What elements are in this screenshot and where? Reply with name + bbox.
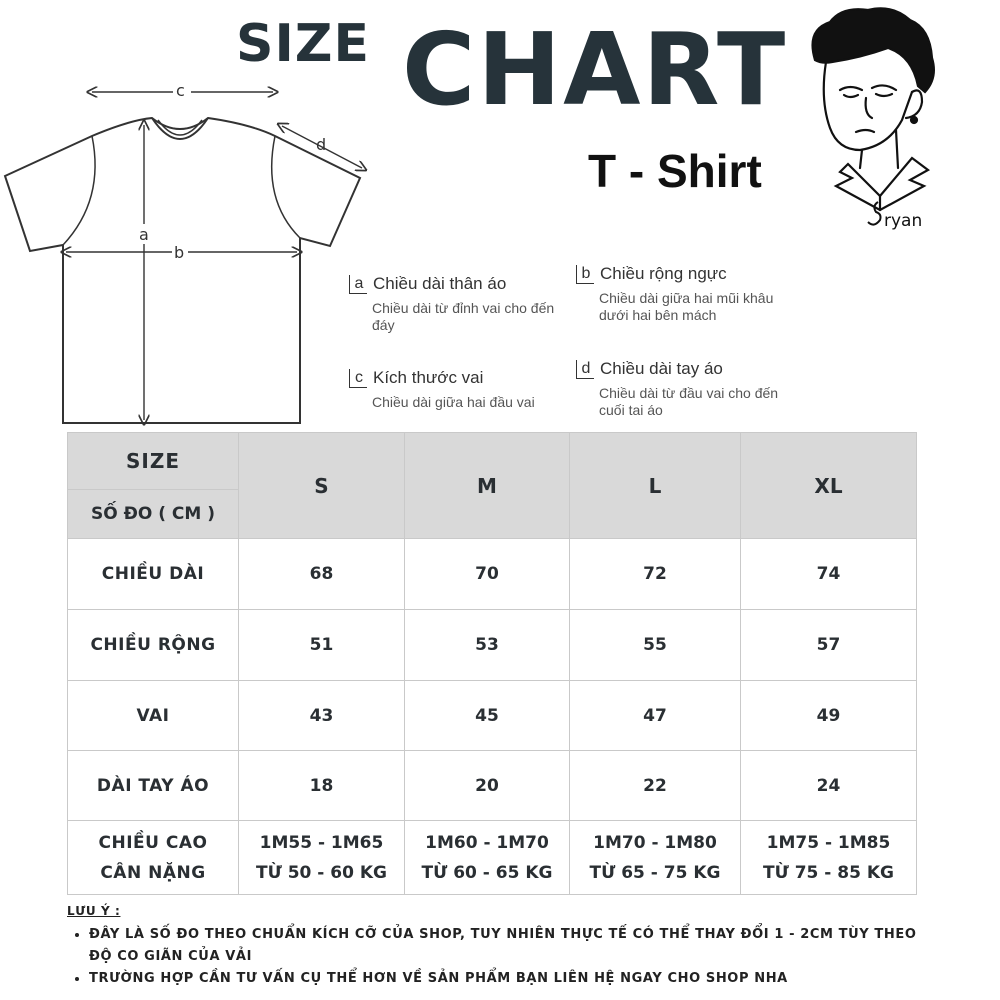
header-size-label: SIZE xyxy=(68,433,239,490)
table-cell: 47 xyxy=(570,681,741,751)
table-cell: 51 xyxy=(239,610,405,681)
legend-desc: Chiều dài từ đầu vai cho đến cuối tai áo xyxy=(599,385,779,418)
label-a: a xyxy=(139,225,149,244)
legend-letter: d xyxy=(576,360,594,379)
table-cell: 45 xyxy=(405,681,570,751)
legend-title: Chiều dài tay áo xyxy=(600,359,723,378)
legend-desc: Chiều dài từ đỉnh vai cho đến đáy xyxy=(372,300,555,333)
table-cell: 57 xyxy=(741,610,917,681)
weight-range: TỪ 60 - 65 KG xyxy=(421,862,553,883)
legend-a xyxy=(349,274,572,334)
legend-title: Kích thước vai xyxy=(373,368,484,387)
table-cell: 74 xyxy=(741,539,917,610)
subtitle: T - Shirt xyxy=(588,145,762,197)
header-size-l: L xyxy=(570,433,741,539)
weight-range: TỪ 75 - 85 KG xyxy=(763,862,894,883)
table-cell: 55 xyxy=(570,610,741,681)
table-cell: 20 xyxy=(405,751,570,821)
weight-range: TỪ 65 - 75 KG xyxy=(589,862,721,883)
height-range: 1M70 - 1M80 xyxy=(593,832,717,853)
table-row xyxy=(68,821,917,895)
header-size-m: M xyxy=(405,433,570,539)
table-row xyxy=(68,751,917,821)
legend-desc: Chiều dài giữa hai đầu vai xyxy=(372,394,535,410)
table-row xyxy=(68,539,917,610)
table-cell xyxy=(741,821,917,895)
row-label: DÀI TAY ÁO xyxy=(68,751,239,821)
table-cell: 43 xyxy=(239,681,405,751)
table-cell xyxy=(239,821,405,895)
size-table xyxy=(67,432,917,895)
header-size-xl: XL xyxy=(741,433,917,539)
row-label: CHIỀU RỘNG xyxy=(68,610,239,681)
table-cell: 18 xyxy=(239,751,405,821)
table-row xyxy=(68,681,917,751)
note-item: • TRƯỜNG HỢP CẦN TƯ VẤN CỤ THỂ HƠN VỀ SẢN PHẨM BẠN LIÊN HỆ NGAY CHO SHOP NHA xyxy=(89,968,927,990)
row-label xyxy=(68,821,239,895)
header-measure-label: SỐ ĐO ( CM ) xyxy=(68,490,239,539)
table-cell: 68 xyxy=(239,539,405,610)
legend-title: Chiều rộng ngực xyxy=(600,264,727,283)
title-chart: CHART xyxy=(402,11,788,128)
height-range: 1M55 - 1M65 xyxy=(259,832,384,853)
label-c: c xyxy=(176,81,185,100)
legend-c xyxy=(349,368,572,411)
row-label: VAI xyxy=(68,681,239,751)
legend-desc: Chiều dài giữa hai mũi khâu dưới hai bên mách xyxy=(599,290,774,323)
table-row xyxy=(68,610,917,681)
table-cell: 22 xyxy=(570,751,741,821)
legend-letter: c xyxy=(349,369,367,388)
legend-d xyxy=(576,359,799,419)
table-cell: 24 xyxy=(741,751,917,821)
label-b: b xyxy=(174,243,185,262)
table-cell: 70 xyxy=(405,539,570,610)
header-size-s: S xyxy=(239,433,405,539)
character-illustration xyxy=(800,0,960,245)
title-size: SIZE xyxy=(236,14,371,74)
notes-title: LƯU Ý : xyxy=(67,904,121,918)
height-range: 1M75 - 1M85 xyxy=(766,832,891,853)
weight-range: TỪ 50 - 60 KG xyxy=(256,862,387,883)
table-cell xyxy=(405,821,570,895)
legend-letter: b xyxy=(576,265,594,284)
height-range: 1M60 - 1M70 xyxy=(425,832,549,853)
table-cell xyxy=(570,821,741,895)
notes xyxy=(67,904,927,990)
row-label-height: CHIỀU CAO xyxy=(98,832,208,853)
label-d: d xyxy=(316,135,327,154)
note-item: • ĐÂY LÀ SỐ ĐO THEO CHUẨN KÍCH CỠ CỦA SHOP, TUY NHIÊN THỰC TẾ CÓ THỂ THAY ĐỔI 1 - 2CM TÙY THEO ĐỘ CO GIÃN CỦA VẢI xyxy=(89,924,927,968)
row-label: CHIỀU DÀI xyxy=(68,539,239,610)
table-cell: 72 xyxy=(570,539,741,610)
table-cell: 49 xyxy=(741,681,917,751)
tshirt-outline xyxy=(5,118,360,423)
row-label-weight: CÂN NẶNG xyxy=(100,862,206,883)
tshirt-diagram xyxy=(0,70,380,430)
legend-b xyxy=(576,264,799,324)
legend-letter: a xyxy=(349,275,367,294)
signature: ryan xyxy=(884,211,923,231)
legend-title: Chiều dài thân áo xyxy=(373,274,507,293)
table-cell: 53 xyxy=(405,610,570,681)
